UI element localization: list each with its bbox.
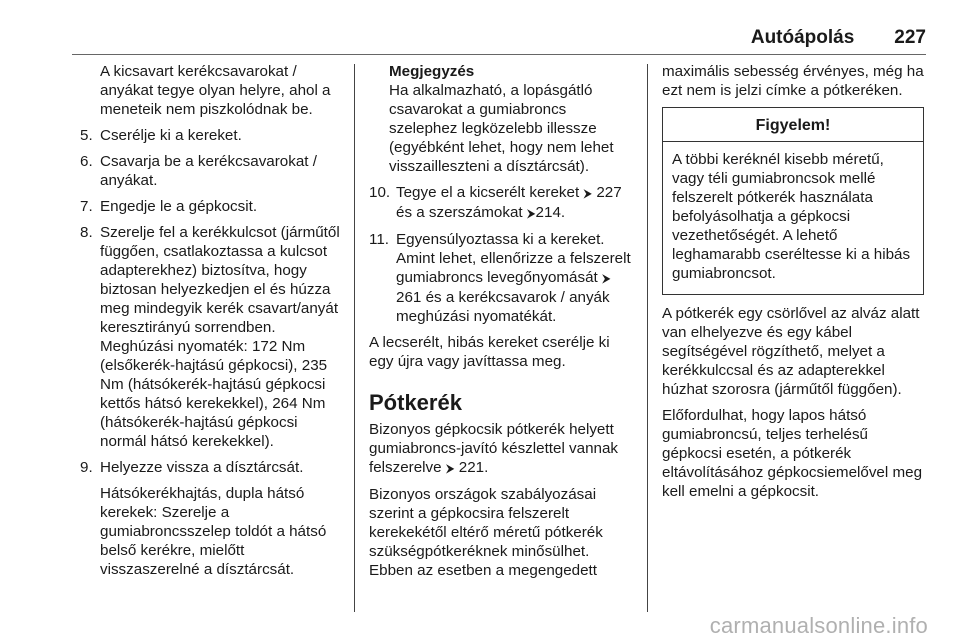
header-divider xyxy=(72,54,926,55)
page-number: 227 xyxy=(894,27,926,48)
step-number: 11. xyxy=(369,231,389,248)
step-text: Szerelje fel a kerékkulcsot (járműtől függően, csatlakoztassa a kulcsot adapterekhez) biztosítva, hogy biztosan helyezkedjen el és húzza meg mindegyik kerék csavart/anyát keresztirányú sorrendben. Meghúzási nyomaték: 172 Nm (elsőkerék-hajtású gépkocsi), 235 Nm (hátsókerék-hajtású gépkocsi kettős hátsó kerekekkel), 264 Nm (hátsókerék-hajtású gépkocsi normál hátsó kerekekkel). xyxy=(100,224,340,450)
step-number: 10. xyxy=(369,184,391,201)
lead-paragraph: A kicsavart kerékcsavarokat / anyákat tegye olyan helyre, ahol a meneteik nem piszkolódnak be. xyxy=(100,63,331,118)
watermark: carmanualsonline.info xyxy=(709,613,928,638)
note-title: Megjegyzés xyxy=(389,63,475,80)
step-9 xyxy=(80,458,342,579)
page-title: Autóápolás xyxy=(750,27,855,48)
note-text: Ha alkalmazható, a lopásgátló csavarokat a gumiabroncs szelephez legközelebb illessze (egyébként lehet, hogy nem lehet visszailleszteni a dísztárcsát). xyxy=(389,82,614,175)
step-number: 7. xyxy=(80,198,93,215)
step-5 xyxy=(80,126,342,145)
column-1 xyxy=(80,62,342,579)
step-number: 6. xyxy=(80,153,93,170)
step-text: és a szerszámokat xyxy=(396,204,523,221)
step-number: 9. xyxy=(80,459,93,476)
warning-title: Figyelem! xyxy=(663,108,923,142)
note-block xyxy=(369,62,634,176)
paragraph: A pótkerék egy csörlővel az alváz alatt van elhelyezve és egy kábel segítségével rögzíthető, melyet a kerékkulccsal és az adapterekkel húzhat szorosra (járműtől függően). xyxy=(662,305,920,398)
step-text: Csavarja be a kerékcsavarokat / anyákat. xyxy=(100,153,317,189)
warning-box xyxy=(662,107,924,295)
step-text: Egyensúlyoztassa ki a kereket. Amint lehet, ellenőrizze a felszerelt gumiabroncs levegőnyomását xyxy=(396,231,631,286)
page-ref-link[interactable]: 227 xyxy=(596,184,622,201)
paragraph: A lecserélt, hibás kereket cserélje ki egy újra vagy javíttassa meg. xyxy=(369,334,610,370)
section-heading: Pótkerék xyxy=(369,390,462,415)
step-number: 8. xyxy=(80,224,93,241)
right-chevron-ref-icon: ⮞ xyxy=(583,186,593,200)
step-text: Helyezze vissza a dísztárcsát. xyxy=(100,459,304,476)
page-ref-link[interactable]: 214 xyxy=(535,204,561,221)
step-8 xyxy=(80,223,342,451)
right-chevron-ref-icon: ⮞ xyxy=(445,461,455,475)
step-text: Cserélje ki a kereket. xyxy=(100,127,242,144)
step-number: 5. xyxy=(80,127,93,144)
column-divider-2 xyxy=(647,64,648,612)
step-7 xyxy=(80,197,342,216)
paragraph: Bizonyos országok szabályozásai szerint a gépkocsira felszerelt kerekekétől eltérő méretű pótkerék szükségpótkeréknek minősülhet. Ebben az esetben a megengedett xyxy=(369,486,603,579)
step-subtext: Hátsókerékhajtás, dupla hátsó kerekek: Szerelje a gumiabroncsszelep toldót a hátsó belső kerékre, mielőtt visszaszerelné a dísztárcsát. xyxy=(100,485,327,578)
step-10: 10. Tegye el a kicserélt kereket ⮞ 227 és a szerszámokat ⮞214. xyxy=(369,184,622,221)
paragraph: Előfordulhat, hogy lapos hátsó gumiabroncsú, teljes terhelésű gépkocsi esetén, a pótkerék eltávolításához gépkocsiemelővel meg kell emelni a gépkocsit. xyxy=(662,407,923,500)
page-header xyxy=(751,27,926,49)
column-2 xyxy=(369,62,634,580)
column-divider-1 xyxy=(354,64,355,612)
paragraph: Bizonyos gépkocsik pótkerék helyett gumiabroncs-javító készlettel vannak felszerelve ⮞ 221. xyxy=(369,421,619,476)
step-6 xyxy=(80,152,342,190)
right-chevron-ref-icon: ⮞ xyxy=(602,271,611,285)
right-chevron-ref-icon: ⮞ xyxy=(526,206,536,220)
page-ref-link[interactable]: 261 xyxy=(396,289,422,306)
step-text: Engedje le a gépkocsit. xyxy=(100,198,258,215)
page-ref-link[interactable]: 221 xyxy=(458,459,485,476)
column-3 xyxy=(662,62,924,501)
step-text: Tegye el a kicserélt kereket xyxy=(396,184,580,201)
step-text: és a kerékcsavarok / anyák meghúzási nyomatékát. xyxy=(396,289,610,325)
paragraph: maximális sebesség érvényes, még ha ezt nem is jelzi címke a pótkeréken. xyxy=(662,63,924,99)
step-11 xyxy=(369,230,634,326)
warning-text: A többi keréknél kisebb méretű, vagy téli gumiabroncsok mellé felszerelt pótkerék használata befolyásolhatja a gépkocsi vezethetőségét. A lehető leghamarabb cseréltesse ki a hibás gumiabroncsot. xyxy=(672,151,911,282)
